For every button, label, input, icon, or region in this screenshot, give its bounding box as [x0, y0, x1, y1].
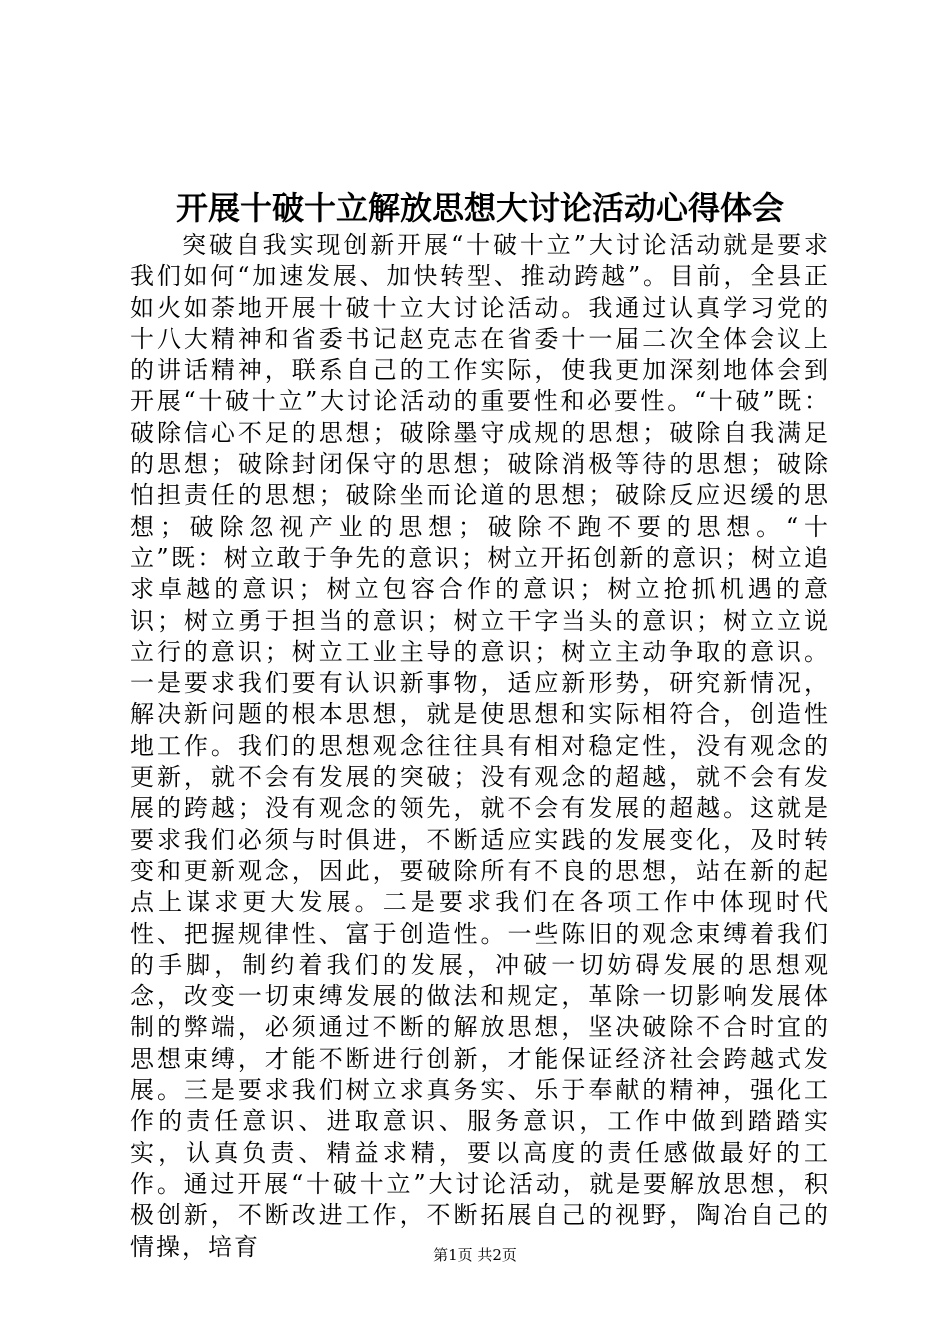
page-footer: 第1页 共2页	[433, 1246, 517, 1264]
body-paragraph: 突破自我实现创新开展“十破十立”大讨论活动就是要求我们如何“加速发展、加快转型、推动跨越”。目前，全县正如火如荼地开展十破十立大讨论活动。我通过认真学习党的十八大精神和省委书记赵克志在省委十一届二次全体会议上的讲话精神，联系自己的工作实际，使我更加深刻地体会到开展“十破十立”大讨论活动的重要性和必要性。“十破”既：破除信心不足的思想；破除墨守成规的思想；破除自我满足的思想；破除封闭保守的思想；破除消极等待的思想；破除怕担责任的思想；破除坐而论道的思想；破除反应迟缓的思想；破除忽视产业的思想；破除不跑不要的思想。“十立”既：树立敢于争先的意识；树立开拓创新的意识；树立追求卓越的意识；树立包容合作的意识；树立抢抓机遇的意识；树立勇于担当的意识；树立干字当头的意识；树立立说立行的意识；树立工业主导的意识；树立主动争取的意识。一是要求我们要有认识新事物，适应新形势，研究新情况，解决新问题的根本思想，就是使思想和实际相符合，创造性地工作。我们的思想观念往往具有相对稳定性，没有观念的更新，就不会有发展的突破；没有观念的超越，就不会有发展的跨越；没有观念的领先，就不会有发展的超越。这就是要求我们必须与时俱进，不断适应实践的发展变化，及时转变和更新观念，因此，要破除所有不良的思想，站在新的起点上谋求更大发展。二是要求我们在各项工作中体现时代性、把握规律性、富于创造性。一些陈旧的观念束缚着我们的手脚，制约着我们的发展，冲破一切妨碍发展的思想观念，改变一切束缚发展的做法和规定，革除一切影响发展体制的弊端，必须通过不断的解放思想，坚决破除不合时宜的思想束缚，才能不断进行创新，才能保证经济社会跨越式发展。三是要求我们树立求真务实、乐于奉献的精神，强化工作的责任意识、进取意识、服务意识，工作中做到踏踏实实，认真负责、精益求精，要以高度的责任感做最好的工作。通过开展“十破十立”大讨论活动，就是要解放思想，积极创新，不断改进工作，不断拓展自己的视野，陶冶自己的情操，培育	[130, 231, 830, 1261]
page-title: 开展十破十立解放思想大讨论活动心得体会	[175, 189, 784, 227]
